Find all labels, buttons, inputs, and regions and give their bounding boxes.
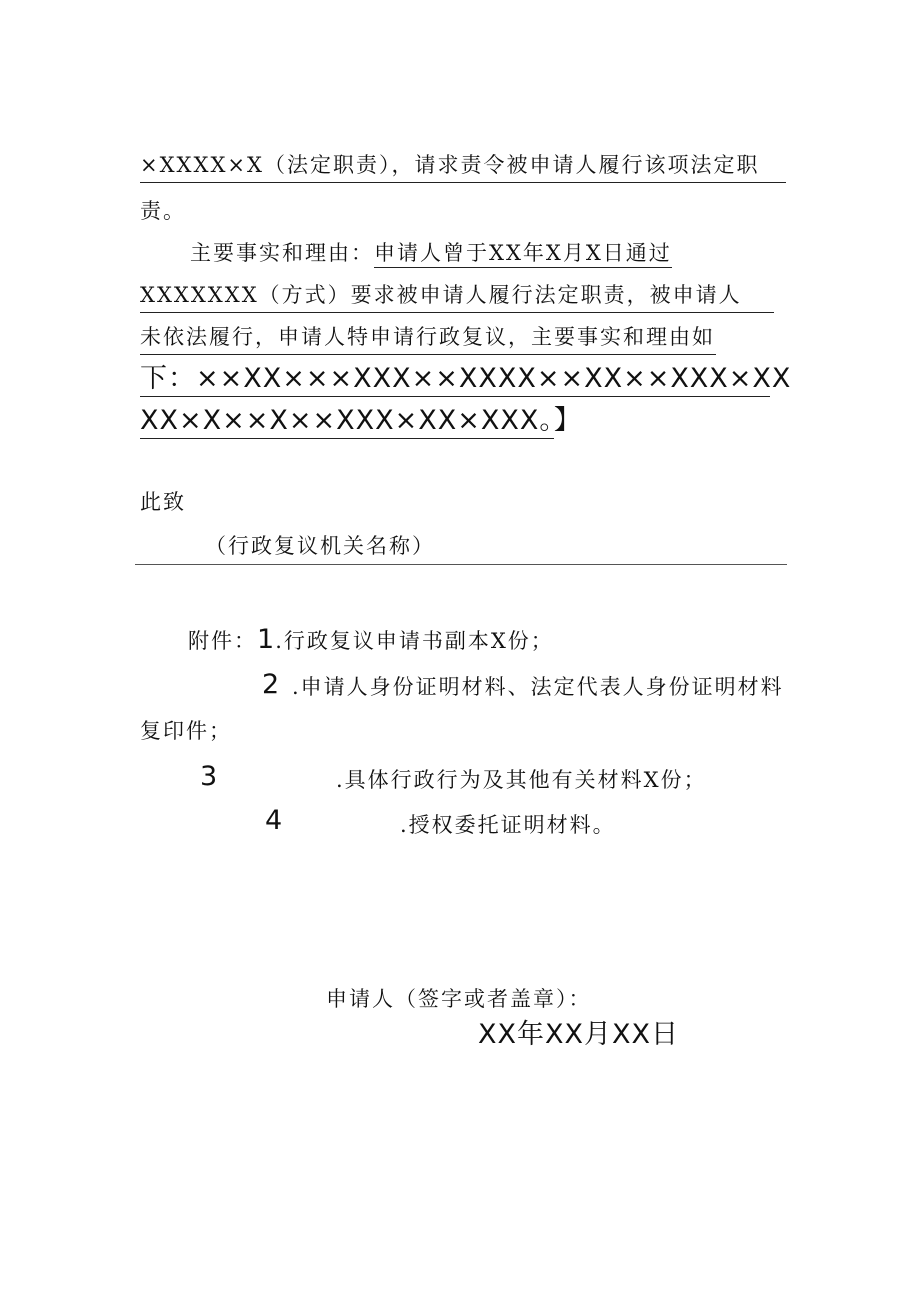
duty-request-line-1: ×XXXX×X（法定职责），请求责令被申请人履行该项法定职: [140, 150, 786, 183]
attachment-item-2: [262, 670, 280, 701]
recipient-rule: [135, 564, 787, 565]
facts-line-1: [190, 238, 672, 268]
facts-line-5: [140, 406, 582, 436]
recipient-name: （行政复议机关名称）: [205, 534, 435, 558]
attachment-text-2-cont: 复印件；: [140, 719, 232, 743]
attachment-text-4: .授权委托证明材料。: [400, 813, 616, 837]
salutation: 此致: [140, 490, 186, 514]
attachment-num-1: 1: [257, 624, 276, 655]
attachment-num-3: 3: [200, 761, 219, 792]
facts-line-3: 未依法履行，申请人特申请行政复议，主要事实和理由如: [140, 322, 716, 355]
attachment-num-4: 4: [265, 805, 284, 836]
closing-bracket: 】: [553, 405, 582, 436]
applicant-signature-label: 申请人（签字或者盖章）：: [326, 987, 592, 1011]
attachment-text-1: .行政复议申请书副本X份；: [275, 629, 554, 653]
attachments-label: 附件：: [188, 629, 257, 653]
facts-text-5: XX×X××X××XXX×XX×XXX。: [140, 405, 554, 439]
facts-label: 主要事实和理由：: [190, 241, 374, 265]
attachment-num-2: 2: [262, 669, 281, 700]
facts-line-2: XXXXXXX（方式）要求被申请人履行法定职责，被申请人: [140, 280, 774, 313]
attachment-text-2: .申请人身份证明材料、法定代表人身份证明材料: [292, 675, 784, 699]
attachment-text-3: .具体行政行为及其他有关材料X份；: [336, 768, 707, 792]
duty-request-line-2: 责。: [140, 199, 186, 223]
attachment-item-1: [188, 625, 554, 656]
facts-text-1: 申请人曾于XX年X月X日通过: [374, 241, 672, 268]
facts-line-4: 下：××XX×××XXX××XXXX××XX××XXX×XX: [140, 364, 770, 397]
signature-date: XX年XX月XX日: [478, 1019, 679, 1050]
